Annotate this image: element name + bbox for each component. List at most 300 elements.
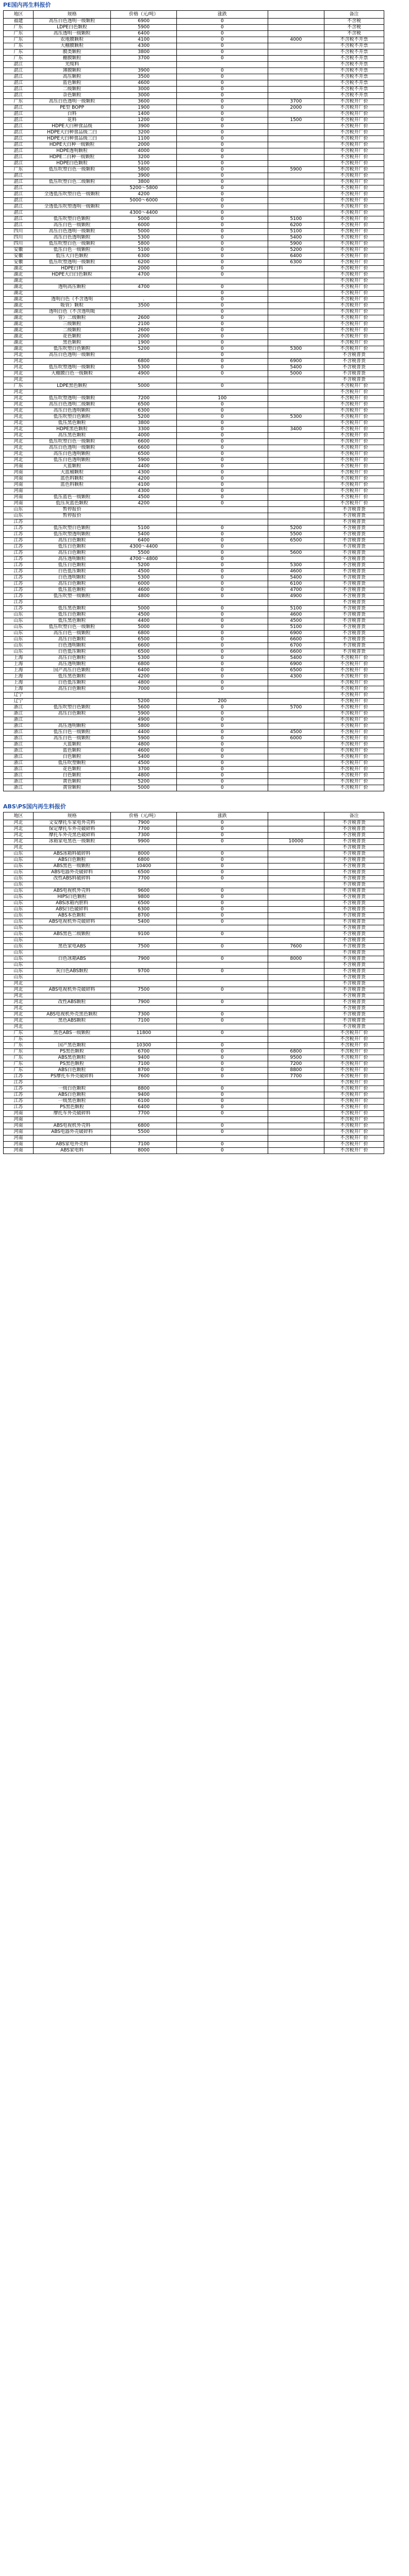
- table-row: [4, 1037, 384, 1043]
- table-cell: [177, 938, 268, 944]
- table-cell: 6400: [111, 31, 177, 37]
- table-cell: [268, 519, 324, 526]
- table-cell: 6900: [268, 631, 324, 637]
- table-cell: 0: [177, 851, 268, 857]
- table-cell: [177, 377, 268, 383]
- table-cell: 浙江: [4, 730, 34, 736]
- table-cell: 浙江: [4, 773, 34, 779]
- table-cell: 5200: [111, 346, 177, 352]
- table-cell: 国产高压白色颗粒: [33, 668, 110, 674]
- table-row: [4, 445, 384, 451]
- table-row: [4, 969, 384, 975]
- table-cell: 不含税开厂价: [324, 1136, 384, 1142]
- table-row: [4, 754, 384, 760]
- table-cell: 6900: [111, 19, 177, 25]
- table-cell: 不含税开厂价: [324, 686, 384, 692]
- table-cell: 湛江: [4, 148, 34, 155]
- table-cell: 0: [177, 371, 268, 377]
- table-cell: ABS白色颗粒: [33, 1067, 110, 1074]
- table-cell: 广东: [4, 43, 34, 49]
- column-header: 涨跌: [177, 812, 268, 820]
- table-row: [4, 839, 384, 845]
- table-cell: 低压白色颗粒: [33, 544, 110, 550]
- table-cell: [268, 845, 324, 851]
- section-title: ABS\PS国内再生料报价: [3, 803, 66, 810]
- table-cell: 3000: [111, 93, 177, 99]
- column-header: 备注: [324, 11, 384, 19]
- table-cell: 不含税开厂价: [324, 117, 384, 124]
- table-cell: 不含税普货: [324, 377, 384, 383]
- table-cell: 高压透明颗粒: [33, 556, 110, 563]
- table-cell: 0: [177, 637, 268, 643]
- table-cell: 不含税普货: [324, 944, 384, 950]
- table-cell: 7300: [111, 833, 177, 839]
- table-cell: 山东: [4, 513, 34, 519]
- table-cell: 高压白色透明一级颗粒: [33, 99, 110, 105]
- table-cell: 4600: [111, 80, 177, 87]
- table-cell: 广东: [4, 1037, 34, 1043]
- table-cell: 湛江: [4, 124, 34, 130]
- table-cell: 4600: [268, 569, 324, 575]
- table-cell: 4500: [268, 730, 324, 736]
- table-cell: [268, 1129, 324, 1136]
- table-cell: [111, 981, 177, 987]
- table-cell: 0: [177, 575, 268, 581]
- table-cell: 9600: [111, 888, 177, 894]
- table-row: [4, 901, 384, 907]
- table-row: [4, 587, 384, 594]
- table-cell: 6500: [111, 637, 177, 643]
- table-cell: 0: [177, 754, 268, 760]
- table-cell: 不含税普货: [324, 550, 384, 556]
- table-cell: [268, 495, 324, 501]
- table-cell: 高压透明颗粒: [33, 662, 110, 668]
- table-cell: 低压吹塑透明一级颗粒: [33, 260, 110, 266]
- table-cell: 7200: [268, 1061, 324, 1067]
- column-header: 备注: [324, 812, 384, 820]
- table-cell: 不含税开厂价: [324, 470, 384, 476]
- table-row: [4, 773, 384, 779]
- table-cell: 0: [177, 550, 268, 556]
- table-cell: 薄膜颗粒: [33, 68, 110, 74]
- table-cell: [268, 507, 324, 513]
- table-cell: 大蓝桶颗粒: [33, 470, 110, 476]
- table-cell: 河南: [4, 495, 34, 501]
- table-cell: 浙江: [4, 711, 34, 717]
- table-cell: 低压吹塑白色一级颗粒: [33, 439, 110, 445]
- table-cell: 0: [177, 420, 268, 427]
- table-cell: 0: [177, 68, 268, 74]
- table-cell: 河北: [4, 396, 34, 402]
- table-cell: 不含税普货: [324, 637, 384, 643]
- table-cell: 5200: [111, 779, 177, 785]
- table-cell: 不含税开厂价: [324, 148, 384, 155]
- table-cell: 6100: [268, 581, 324, 587]
- table-cell: [177, 1080, 268, 1086]
- table-cell: 安徽: [4, 247, 34, 253]
- table-row: [4, 161, 384, 167]
- table-cell: 湛江: [4, 161, 34, 167]
- table-cell: 不含税普货: [324, 575, 384, 581]
- table-cell: 江苏: [4, 606, 34, 612]
- table-cell: 江苏: [4, 550, 34, 556]
- table-cell: 0: [177, 1105, 268, 1111]
- table-cell: 不含税普货: [324, 544, 384, 550]
- table-cell: 不含税普货: [324, 618, 384, 624]
- table-cell: 0: [177, 680, 268, 686]
- table-cell: 不含税普货: [324, 587, 384, 594]
- table-cell: [268, 62, 324, 68]
- table-cell: 不含税开厂价: [324, 260, 384, 266]
- table-cell: [111, 352, 177, 359]
- table-cell: 9900: [111, 839, 177, 845]
- table-row: [4, 575, 384, 581]
- table-cell: 5200: [268, 247, 324, 253]
- table-row: [4, 340, 384, 346]
- table-cell: [177, 1006, 268, 1012]
- table-cell: 山东: [4, 969, 34, 975]
- table-cell: 不含税开厂价: [324, 278, 384, 284]
- table-cell: HDPE黑色颗粒: [33, 427, 110, 433]
- table-row: [4, 439, 384, 445]
- table-cell: 河北: [4, 451, 34, 457]
- table-row: [4, 956, 384, 962]
- table-cell: 6800: [111, 359, 177, 365]
- table-cell: 河北: [4, 433, 34, 439]
- table-cell: 广东: [4, 1055, 34, 1061]
- table-row: [4, 944, 384, 950]
- table-cell: 河北: [4, 457, 34, 464]
- table-row: [4, 383, 384, 389]
- table-cell: 白色低压颗粒: [33, 680, 110, 686]
- table-cell: 高压透明一级颗粒: [33, 31, 110, 37]
- table-cell: 河南: [4, 1136, 34, 1142]
- table-row: [4, 408, 384, 414]
- table-cell: 山东: [4, 851, 34, 857]
- table-cell: 5400: [111, 532, 177, 538]
- table-cell: [111, 204, 177, 210]
- table-cell: 200: [177, 699, 268, 705]
- table-cell: [268, 600, 324, 606]
- table-cell: [33, 981, 110, 987]
- table-cell: [268, 686, 324, 692]
- table-cell: 山东: [4, 876, 34, 882]
- column-header: 地区: [4, 11, 34, 19]
- table-cell: 不含税开厂价: [324, 748, 384, 754]
- table-cell: HDPE白料: [33, 266, 110, 272]
- table-row: [4, 519, 384, 526]
- table-row: [4, 845, 384, 851]
- table-cell: 全透低压吹塑白色一级颗粒: [33, 192, 110, 198]
- table-cell: 0: [177, 1074, 268, 1080]
- table-cell: 不含税开厂价: [324, 284, 384, 291]
- table-cell: 6500: [268, 538, 324, 544]
- table-cell: 安徽: [4, 253, 34, 260]
- table-cell: 0: [177, 241, 268, 247]
- table-cell: 8700: [111, 1067, 177, 1074]
- table-row: [4, 136, 384, 142]
- table-cell: 湖北: [4, 291, 34, 297]
- table-cell: 2000: [111, 266, 177, 272]
- table-cell: 0: [177, 124, 268, 130]
- table-cell: 0: [177, 870, 268, 876]
- table-cell: 不含税普货: [324, 938, 384, 944]
- table-cell: 冰箱家电黑色一级颗粒: [33, 839, 110, 845]
- table-cell: 0: [177, 247, 268, 253]
- table-cell: 不含税普货: [324, 857, 384, 863]
- table-cell: 农地膜颗粒: [33, 37, 110, 43]
- table-row: [4, 870, 384, 876]
- table-cell: 暂停报价: [33, 513, 110, 519]
- table-cell: 1500: [268, 117, 324, 124]
- column-header: 规格: [33, 812, 110, 820]
- table-cell: 不含税开厂价: [324, 451, 384, 457]
- table-cell: 白色透明颗粒: [33, 575, 110, 581]
- table-cell: [33, 488, 110, 495]
- table-cell: 4500: [111, 612, 177, 618]
- table-cell: 山东: [4, 919, 34, 925]
- table-cell: 3800: [111, 179, 177, 185]
- table-cell: 低压吹塑白色二级颗粒: [33, 179, 110, 185]
- table-cell: 0: [177, 49, 268, 56]
- table-cell: 低压白色一级颗粒: [33, 247, 110, 253]
- table-cell: [111, 1117, 177, 1123]
- table-cell: 不含税普货: [324, 962, 384, 969]
- table-cell: 0: [177, 43, 268, 49]
- table-cell: 0: [177, 556, 268, 563]
- table-cell: 低压白色透明颗粒: [33, 457, 110, 464]
- table-row: [4, 919, 384, 925]
- table-cell: 光缆料: [33, 62, 110, 68]
- table-cell: 0: [177, 773, 268, 779]
- table-row: [4, 111, 384, 117]
- table-row: [4, 637, 384, 643]
- table-row: [4, 464, 384, 470]
- table-cell: 上海: [4, 668, 34, 674]
- table-cell: 灰白色ABS颗粒: [33, 969, 110, 975]
- table-cell: [268, 1123, 324, 1129]
- table-cell: 湖北: [4, 328, 34, 334]
- table-cell: 不含税普货: [324, 999, 384, 1006]
- table-cell: [268, 820, 324, 826]
- table-cell: 1900: [111, 105, 177, 111]
- table-cell: [33, 1080, 110, 1086]
- table-cell: 0: [177, 1018, 268, 1024]
- table-cell: 不含税开厂价: [324, 272, 384, 278]
- table-cell: 河北: [4, 427, 34, 433]
- table-cell: [268, 742, 324, 748]
- table-cell: 黄色颗粒: [33, 779, 110, 785]
- table-row: [4, 606, 384, 612]
- table-cell: 湛江: [4, 80, 34, 87]
- table-row: [4, 204, 384, 210]
- table-cell: 不含税开厂价: [324, 736, 384, 742]
- table-cell: 河北: [4, 371, 34, 377]
- table-cell: 2100: [111, 321, 177, 328]
- table-cell: 0: [177, 105, 268, 111]
- table-cell: 0: [177, 668, 268, 674]
- table-cell: 低压吹塑颗粒: [33, 760, 110, 767]
- table-row: [4, 427, 384, 433]
- table-row: [4, 488, 384, 495]
- table-cell: 不含税开厂价: [324, 303, 384, 309]
- table-cell: [177, 278, 268, 284]
- table-row: [4, 1074, 384, 1080]
- table-cell: 0: [177, 888, 268, 894]
- table-cell: [111, 845, 177, 851]
- table-cell: 6400: [111, 668, 177, 674]
- table-cell: [268, 408, 324, 414]
- table-row: [4, 19, 384, 25]
- table-row: [4, 748, 384, 754]
- table-cell: 不含税开厂价: [324, 414, 384, 420]
- table-cell: [111, 925, 177, 931]
- table-row: [4, 457, 384, 464]
- table-cell: [268, 464, 324, 470]
- table-cell: ABS电视机外壳破碎料: [33, 919, 110, 925]
- table-row: [4, 142, 384, 148]
- table-row: [4, 173, 384, 179]
- table-cell: 0: [177, 606, 268, 612]
- table-cell: 7900: [111, 820, 177, 826]
- table-row: [4, 833, 384, 839]
- table-cell: 0: [177, 56, 268, 62]
- table-cell: 6500: [111, 901, 177, 907]
- table-cell: 5900: [268, 241, 324, 247]
- table-cell: [268, 870, 324, 876]
- table-cell: 0: [177, 711, 268, 717]
- table-cell: [268, 470, 324, 476]
- table-cell: 不含税开厂价: [324, 235, 384, 241]
- table-cell: 4700～4800: [111, 556, 177, 563]
- table-cell: 江苏: [4, 1086, 34, 1092]
- table-cell: [111, 993, 177, 999]
- table-cell: [268, 1086, 324, 1092]
- table-row: [4, 1043, 384, 1049]
- table-cell: [177, 62, 268, 68]
- table-cell: 不含税开厂价: [324, 1037, 384, 1043]
- table-cell: 辽宁: [4, 692, 34, 699]
- table-cell: 不含税开厂价: [324, 501, 384, 507]
- table-cell: 6700: [268, 643, 324, 649]
- table-cell: 山东: [4, 888, 34, 894]
- table-cell: 透明白色（不含透明吸: [33, 309, 110, 315]
- table-cell: 不含税开厂价: [324, 760, 384, 767]
- table-row: [4, 216, 384, 223]
- table-cell: 3700: [111, 767, 177, 773]
- table-cell: 6300: [111, 408, 177, 414]
- table-cell: 4300: [111, 488, 177, 495]
- table-row: [4, 538, 384, 544]
- table-cell: 5100: [268, 229, 324, 235]
- table-cell: 广东: [4, 56, 34, 62]
- table-cell: 不含税普货: [324, 612, 384, 618]
- table-cell: [268, 1111, 324, 1117]
- table-cell: 5200: [111, 699, 177, 705]
- table-cell: 不含税开厂价: [324, 742, 384, 748]
- table-row: [4, 662, 384, 668]
- table-cell: 不含税开厂价: [324, 346, 384, 352]
- table-cell: 0: [177, 427, 268, 433]
- table-row: [4, 962, 384, 969]
- table-cell: 不含税开厂价: [324, 717, 384, 723]
- table-cell: 4800: [111, 742, 177, 748]
- table-cell: PS黑色颗粒: [33, 1049, 110, 1055]
- table-cell: 浙江: [4, 754, 34, 760]
- table-cell: [268, 950, 324, 956]
- table-cell: 不含税普货: [324, 352, 384, 359]
- table-cell: 不含税不开票: [324, 37, 384, 43]
- table-row: [4, 43, 384, 49]
- table-cell: 0: [177, 210, 268, 216]
- table-cell: [177, 1024, 268, 1030]
- table-cell: 低压白色颗粒: [33, 563, 110, 569]
- table-cell: 0: [177, 445, 268, 451]
- table-cell: 高压白色透明颗粒: [33, 235, 110, 241]
- table-cell: 4800: [111, 594, 177, 600]
- table-cell: 0: [177, 581, 268, 587]
- table-cell: [268, 938, 324, 944]
- table-cell: 河北: [4, 987, 34, 993]
- table-cell: 0: [177, 1142, 268, 1148]
- table-cell: 不含税开厂价: [324, 1123, 384, 1129]
- table-cell: 湛江: [4, 136, 34, 142]
- table-cell: 不含税普货: [324, 1018, 384, 1024]
- section-gap: [0, 791, 409, 802]
- table-cell: 5900: [111, 736, 177, 742]
- table-cell: 湛江: [4, 87, 34, 93]
- table-cell: 不含税开厂价: [324, 1111, 384, 1117]
- table-cell: 山东: [4, 612, 34, 618]
- table-cell: 不含税普货: [324, 894, 384, 901]
- table-cell: 改性ABS料破碎料: [33, 876, 110, 882]
- table-cell: PS黑色颗粒: [33, 1105, 110, 1111]
- table-cell: 4200: [111, 192, 177, 198]
- table-cell: [177, 925, 268, 931]
- table-cell: 7100: [111, 1142, 177, 1148]
- price-table: [3, 812, 384, 1154]
- table-cell: 广东: [4, 383, 34, 389]
- table-cell: 9500: [268, 1055, 324, 1061]
- table-cell: 5000: [111, 229, 177, 235]
- table-cell: 0: [177, 321, 268, 328]
- table-cell: 蓝色颗粒: [33, 748, 110, 754]
- table-cell: 0: [177, 587, 268, 594]
- table-cell: 山东: [4, 637, 34, 643]
- table-cell: 5000: [111, 216, 177, 223]
- table-cell: [33, 278, 110, 284]
- table-cell: 不含税不开票: [324, 93, 384, 99]
- table-cell: 7100: [111, 1061, 177, 1067]
- table-cell: 6500: [111, 649, 177, 655]
- table-cell: 不含税开厂价: [324, 297, 384, 303]
- table-cell: 10300: [111, 1043, 177, 1049]
- table-row: [4, 999, 384, 1006]
- table-cell: 5300: [111, 235, 177, 241]
- table-cell: 膜类颗粒: [33, 49, 110, 56]
- table-cell: 不含税普货: [324, 833, 384, 839]
- table-cell: [268, 501, 324, 507]
- table-cell: [177, 507, 268, 513]
- table-cell: 不含税不开票: [324, 62, 384, 68]
- table-cell: 高压白色颗粒: [33, 538, 110, 544]
- table-cell: 不含税普货: [324, 845, 384, 851]
- table-cell: [268, 882, 324, 888]
- table-cell: 不含税开厂价: [324, 680, 384, 686]
- table-row: [4, 600, 384, 606]
- table-cell: [268, 482, 324, 488]
- table-cell: [268, 907, 324, 913]
